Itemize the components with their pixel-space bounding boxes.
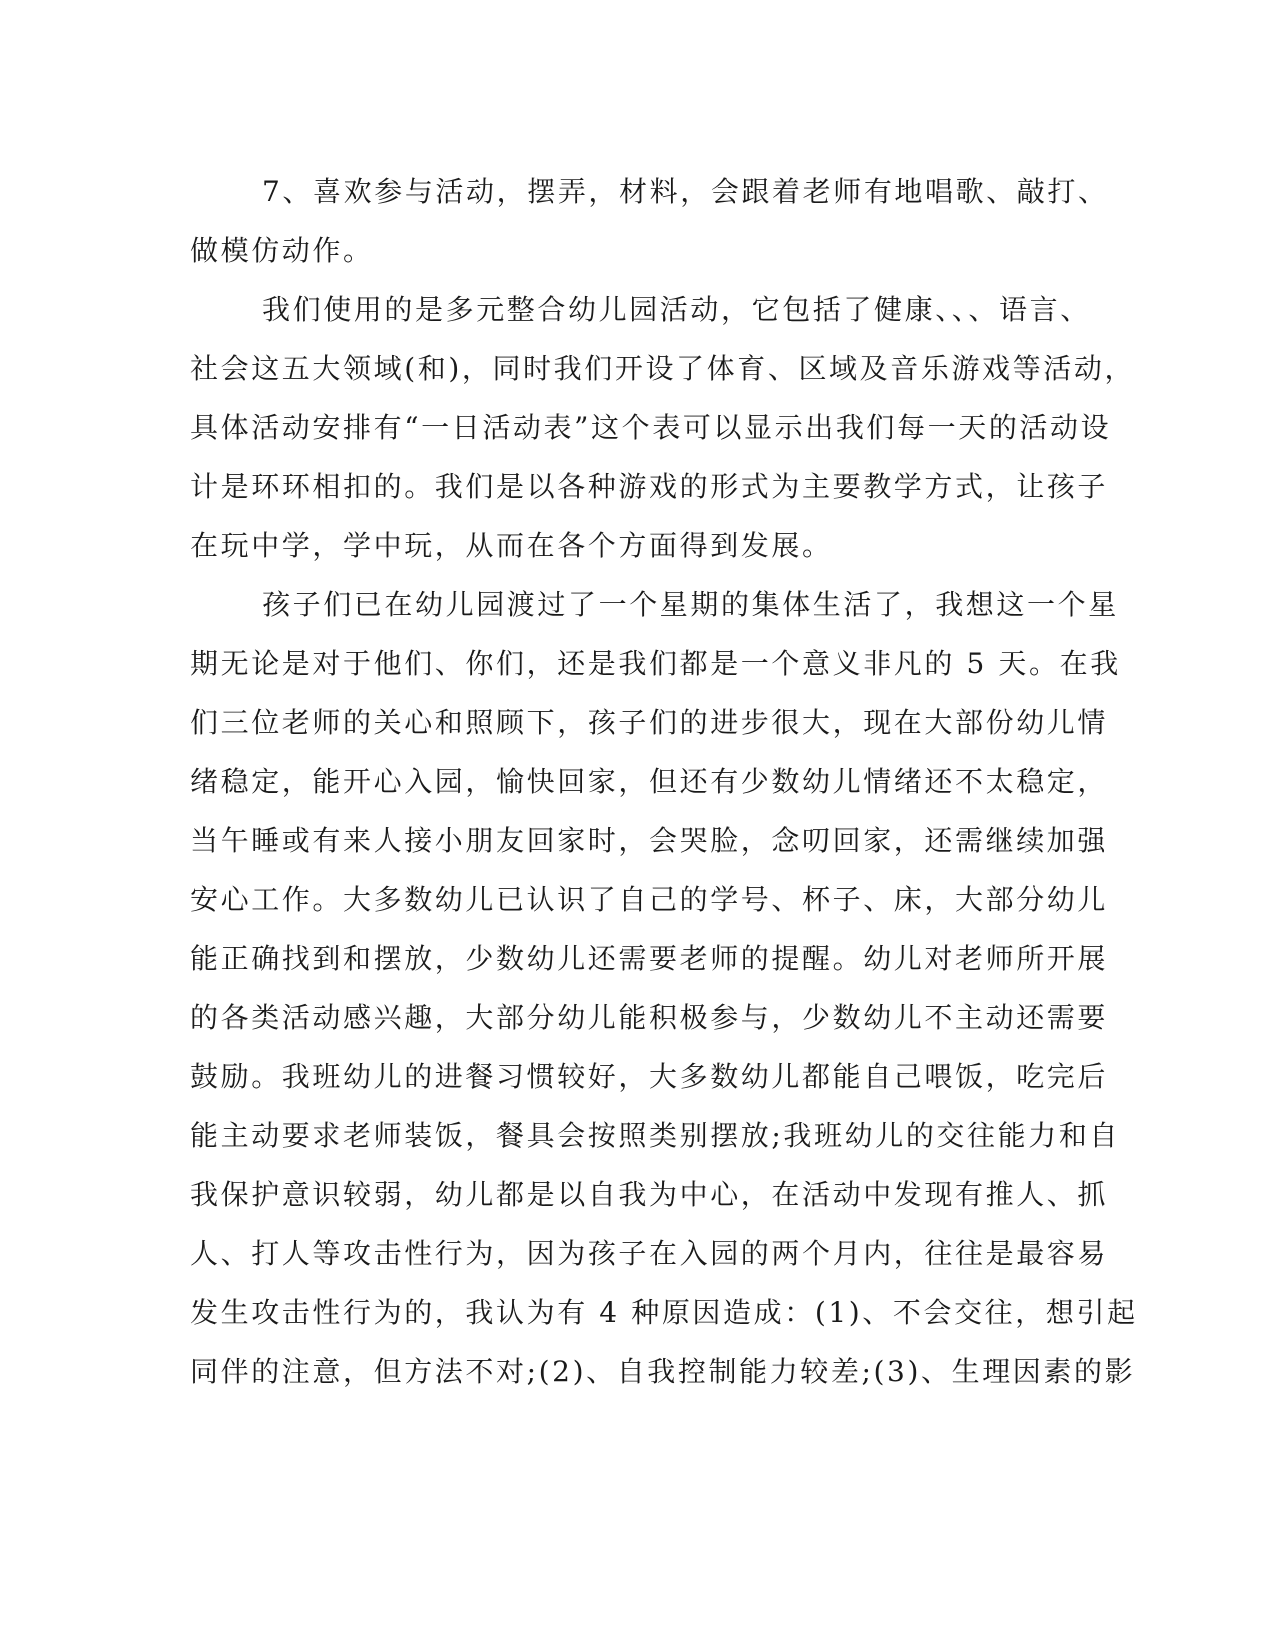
text-line: 绪稳定，能开心入园，愉快回家，但还有少数幼儿情绪还不太稳定， — [190, 765, 1109, 798]
text-line: 发生攻击性行为的，我认为有 4 种原因造成：(1)、不会交往，想引起 — [190, 1296, 1138, 1329]
text-line: 7、喜欢参与活动，摆弄，材料，会跟着老师有地唱歌、敲打、 — [262, 175, 1109, 208]
text-line: 在玩中学，学中玩，从而在各个方面得到发展。 — [190, 529, 833, 562]
text-line: 我保护意识较弱，幼儿都是以自我为中心，在活动中发现有推人、抓 — [190, 1178, 1109, 1211]
text-line: 社会这五大领域(和)，同时我们开设了体育、区域及音乐游戏等活动， — [190, 352, 1136, 385]
text-line: 具体活动安排有“一日活动表”这个表可以显示出我们每一天的活动设 — [190, 411, 1112, 444]
text-line: 的各类活动感兴趣，大部分幼儿能积极参与，少数幼儿不主动还需要 — [190, 1001, 1109, 1034]
text-line: 能正确找到和摆放，少数幼儿还需要老师的提醒。幼儿对老师所开展 — [190, 942, 1109, 975]
text-line: 计是环环相扣的。我们是以各种游戏的形式为主要教学方式，让孩子 — [190, 470, 1109, 503]
text-line: 当午睡或有来人接小朋友回家时，会哭脸，念叨回家，还需继续加强 — [190, 824, 1109, 857]
text-line: 能主动要求老师装饭，餐具会按照类别摆放;我班幼儿的交往能力和自 — [190, 1119, 1121, 1152]
text-line: 安心工作。大多数幼儿已认识了自己的学号、杯子、床，大部分幼儿 — [190, 883, 1109, 916]
text-line: 人、打人等攻击性行为，因为孩子在入园的两个月内，往往是最容易 — [190, 1237, 1109, 1270]
text-line: 我们使用的是多元整合幼儿园活动，它包括了健康、、、语言、 — [262, 293, 1091, 326]
text-line: 期无论是对于他们、你们，还是我们都是一个意义非凡的 5 天。在我 — [190, 647, 1121, 680]
text-line: 们三位老师的关心和照顾下，孩子们的进步很大，现在大部份幼儿情 — [190, 706, 1109, 739]
text-line: 鼓励。我班幼儿的进餐习惯较好，大多数幼儿都能自己喂饭，吃完后 — [190, 1060, 1109, 1093]
text-line: 同伴的注意，但方法不对;(2)、自我控制能力较差;(3)、生理因素的影 — [190, 1355, 1136, 1388]
body-text — [190, 162, 1138, 1401]
text-line: 孩子们已在幼儿园渡过了一个星期的集体生活了，我想这一个星 — [262, 588, 1119, 621]
text-line: 做模仿动作。 — [190, 234, 374, 267]
